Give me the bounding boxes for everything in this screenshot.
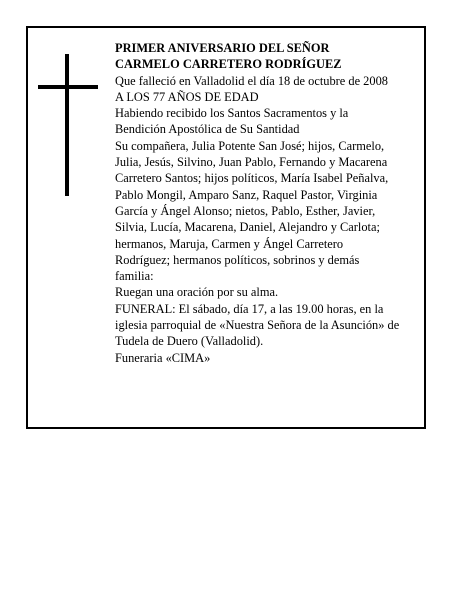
funeral-line-2: iglesia parroquial de «Nuestra Señora de la Asunción» de — [115, 318, 400, 333]
funeral-line-1: FUNERAL: El sábado, día 17, a las 19.00 horas, en la — [115, 301, 384, 316]
family-line-7: hermanos, Maruja, Carmen y Ángel Carretero — [115, 236, 344, 251]
deceased-first-name: CARMELO — [115, 57, 180, 72]
obituary-notice — [26, 26, 426, 429]
family-line-9: familia: — [115, 269, 154, 284]
sacraments-line-1: Habiendo recibido los Santos Sacramentos y la — [115, 106, 349, 121]
cross-horizontal-bar — [38, 85, 98, 89]
cross-icon — [38, 54, 98, 196]
funeral-line-3: Tudela de Duero (Valladolid). — [115, 334, 264, 349]
prayer-request: Ruegan una oración por su alma. — [115, 285, 279, 300]
deceased-surnames: CARRETERO RODRÍGUEZ — [182, 57, 342, 72]
family-line-6: Silvia, Lucía, Macarena, Daniel, Alejandro y Carlota; — [115, 220, 380, 235]
funeral-home: Funeraria «CIMA» — [115, 350, 211, 365]
obituary-text — [115, 40, 426, 366]
sacraments-line-2: Bendición Apostólica de Su Santidad — [115, 122, 300, 137]
obituary-heading-line-2 — [115, 56, 426, 72]
family-line-4: Pablo Mongil, Amparo Sanz, Raquel Pastor, Virginia — [115, 187, 378, 202]
family-line-3: Carretero Santos; hijos políticos, María Isabel Peñalva, — [115, 171, 389, 186]
family-line-8: Rodríguez; hermanos políticos, sobrinos y demás — [115, 252, 360, 267]
obituary-heading-line-1: PRIMER ANIVERSARIO DEL SEÑOR — [115, 41, 330, 55]
age-line: A LOS 77 AÑOS DE EDAD — [115, 89, 259, 104]
family-line-2: Julia, Jesús, Silvino, Juan Pablo, Fernando y Macarena — [115, 155, 388, 170]
family-line-1: Su compañera, Julia Potente San José; hijos, Carmelo, — [115, 138, 385, 153]
family-line-5: García y Ángel Alonso; nietos, Pablo, Esther, Javier, — [115, 203, 376, 218]
cross-vertical-bar — [65, 54, 69, 196]
death-notice: Que falleció en Valladolid el día 18 de octubre de 2008 — [115, 73, 388, 88]
